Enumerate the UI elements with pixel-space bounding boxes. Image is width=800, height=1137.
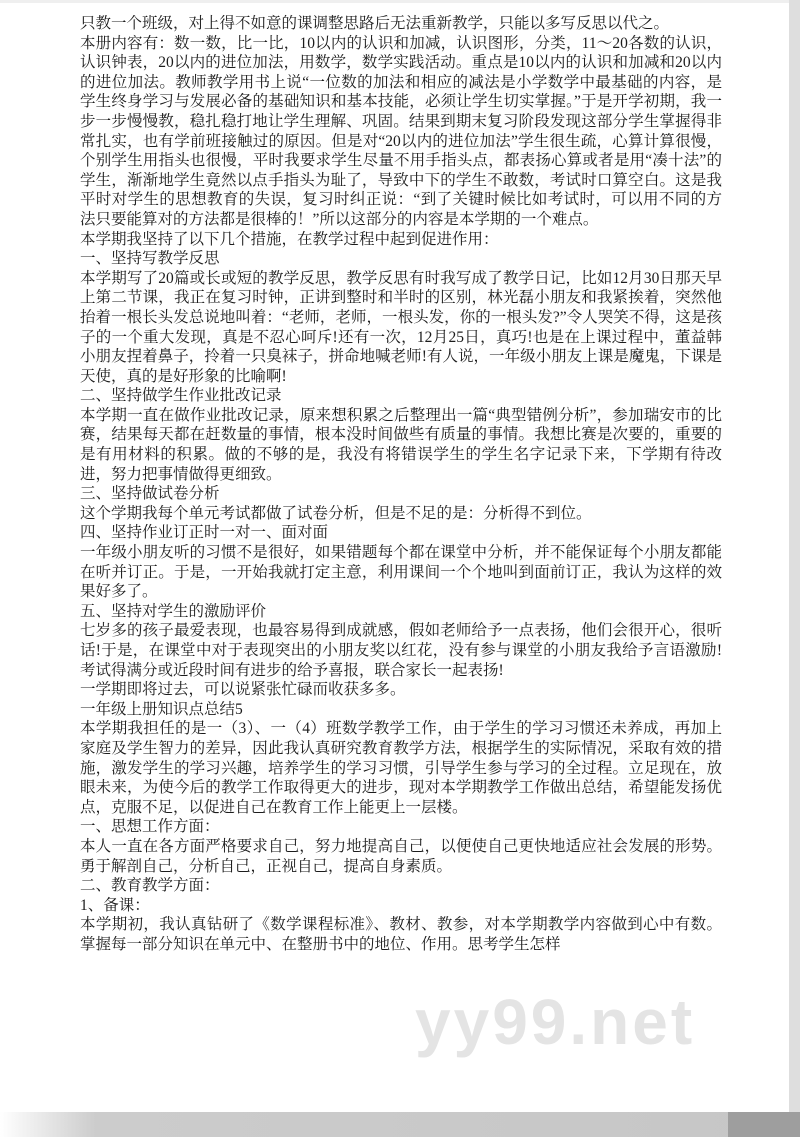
paragraph: 本学期初，我认真钻研了《数学课程标准》、教材、教参，对本学期教学内容做到心中有数。掌握每一部分知识在单元中、在整册书中的地位、作用。思考学生怎样 xyxy=(80,916,722,953)
page-edge-corner xyxy=(728,1112,800,1137)
paragraph: 这个学期我每个单元考试都做了试卷分析，但是不足的是：分析得不到位。 xyxy=(80,504,592,522)
watermark-text: yy99.net xyxy=(415,986,696,1058)
paragraph: 五、坚持对学生的激励评价 xyxy=(80,602,267,620)
paragraph: 二、坚持做学生作业批改记录 xyxy=(80,387,282,405)
paragraph: 一、坚持写教学反思 xyxy=(80,250,220,268)
paragraph: 七岁多的孩子最爱表现，也最容易得到成就感，假如老师给予一点表扬，他们会很开心，很听话!于是，在课堂中对于表现突出的小朋友奖以红花，没有参与课堂的小朋友我给予言语激励!考试得满分或近段时间有进步的给予喜报，联合家长一起表扬! xyxy=(80,622,722,679)
paragraph: 一、思想工作方面： xyxy=(80,818,220,836)
page-edge-bottom xyxy=(0,1112,800,1137)
paragraph: 1、备课： xyxy=(80,896,150,914)
paragraph: 本学期我担任的是一（3）、一（4）班数学教学工作，由于学生的学习习惯还未养成，再加上家庭及学生智力的差异，因此我认真研究教育教学方法，根据学生的实际情况，采取有效的措施，激发学生的学习兴趣，培养学生的学习习惯，引导学生参与学习的全过程。立足现在，放眼未来，为使今后的教学工作取得更大的进步，现对本学期教学工作做出总结，希望能发扬优点，克服不足，以促进自己在教育工作上能更上一层楼。 xyxy=(80,720,722,816)
paragraph: 本学期我坚持了以下几个措施，在教学过程中起到促进作用： xyxy=(80,230,499,248)
page-edge-top xyxy=(0,0,800,3)
paragraph: 本册内容有：数一数，比一比，10以内的认识和加减，认识图形，分类，11～20各数的认识，认识钟表，20以内的进位加法，用数学，数学实践活动。重点是10以内的认识和加减和20以内的进位加法。教师教学用书上说“一位数的加法和相应的减法是小学数学中最基础的内容，是学生终身学习与发展必备的基础知识和基本技能，必须让学生切实掌握。”于是开学初期，我一步一步慢慢教，稳扎稳打地让学生理解、巩固。结果到期末复习阶段发现这部分学生掌握得非常扎实，也有学前班接触过的原因。但是对“20以内的进位加法”学生很生疏，心算计算很慢，个别学生用指头也很慢，平时我要求学生尽量不用手指头点，都表扬心算或者是用“凑十法”的学生，渐渐地学生竟然以点手指头为耻了，导致中下的学生不敢数，考试时口算空白。这是我平时对学生的思想教育的失误，复习时纠正说：“到了关键时候比如考试时，可以用不同的方法只要能算对的方法都是很棒的！”所以这部分的内容是本学期的一个难点。 xyxy=(80,34,722,228)
paragraph: 只教一个班级，对上得不如意的课调整思路后无法重新教学，只能以多写反思以代之。 xyxy=(80,15,670,32)
paragraph: 四、坚持作业订正时一对一、面对面 xyxy=(80,524,329,542)
document-body xyxy=(80,14,722,955)
paragraph: 本学期写了20篇或长或短的教学反思，教学反思有时我写成了教学日记，比如12月30日那天早上第二节课，我正在复习时钟，正讲到整时和半时的区别，林光磊小朋友和我紧挨着，突然他抬着一根长头发总说地叫着：“老师，老师，一根头发，你的一根头发?”令人哭笑不得，这是孩子的一个重大发现，真是不忍心呵斥!还有一次，12月25日，真巧!也是在上课过程中，董益韩小朋友捏着鼻子，拎着一只臭袜子，拼命地喊老师!有人说，一年级小朋友上课是魔鬼，下课是天使，真的是好形象的比喻啊! xyxy=(80,269,722,385)
paragraph: 三、坚持做试卷分析 xyxy=(80,485,220,503)
paragraph: 一学期即将过去，可以说紧张忙碌而收获多多。 xyxy=(80,681,406,699)
paragraph: 一年级小朋友听的习惯不是很好，如果错题每个都在课堂中分析，并不能保证每个小朋友都能在听并订正。于是，一开始我就打定主意，利用课间一个个地叫到面前订正，我认为这样的效果好多了。 xyxy=(80,544,722,601)
paragraph: 二、教育教学方面： xyxy=(80,877,220,895)
page-edge-right xyxy=(789,0,800,1137)
paragraph: 本学期一直在做作业批改记录，原来想积累之后整理出一篇“典型错例分析”，参加瑞安市的比赛，结果每天都在赶数量的事情，根本没时间做些有质量的事情。我想比赛是次要的，重要的是有用材料的积累。做的不够的是，我没有将错误学生的学生名字记录下来，下学期有待改进，努力把事情做得更细致。 xyxy=(80,406,722,483)
paragraph: 一年级上册知识点总结5 xyxy=(80,700,243,718)
paragraph: 本人一直在各方面严格要求自己，努力地提高自己，以便使自己更快地适应社会发展的形势。勇于解剖自己，分析自己，正视自己，提高自身素质。 xyxy=(80,837,722,875)
